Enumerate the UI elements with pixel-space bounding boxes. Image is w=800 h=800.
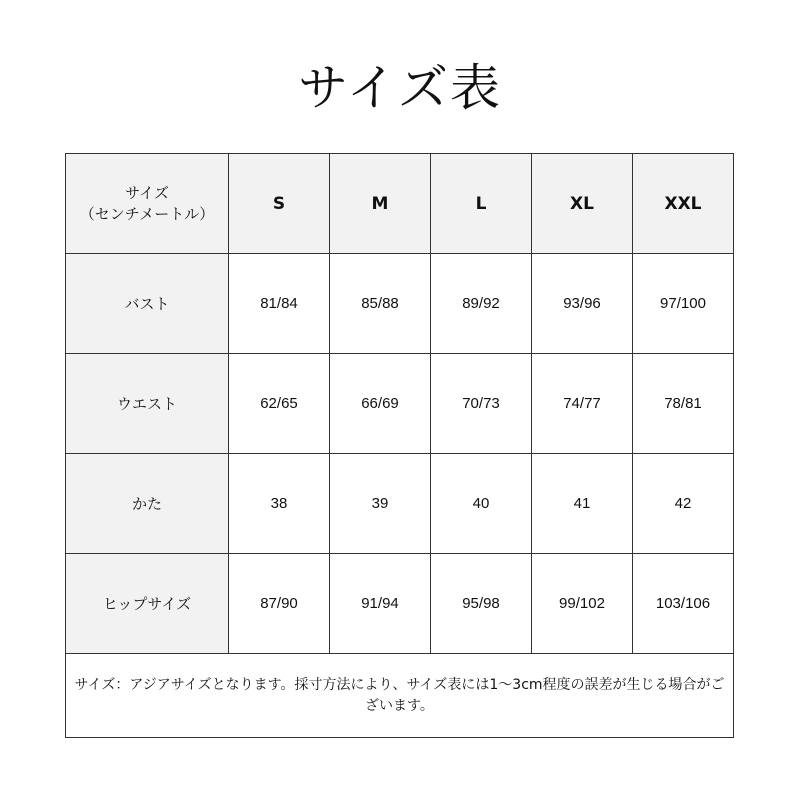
size-note: サイズ：アジアサイズとなります。採寸方法により、サイズ表には1～3cm程度の誤差が生じる場合がございます。 xyxy=(66,654,734,738)
table-cell: 93/96 xyxy=(532,254,633,354)
table-cell: 85/88 xyxy=(330,254,431,354)
table-row-hip xyxy=(66,554,734,654)
corner-cell xyxy=(66,154,229,254)
table-cell: 42 xyxy=(633,454,734,554)
corner-label-size: サイズ xyxy=(125,183,169,202)
table-row-shoulder xyxy=(66,454,734,554)
table-cell: 74/77 xyxy=(532,354,633,454)
table-cell: 91/94 xyxy=(330,554,431,654)
row-label-hip: ヒップサイズ xyxy=(66,554,229,654)
size-chart-table xyxy=(65,153,734,738)
table-cell: 89/92 xyxy=(431,254,532,354)
table-cell: 78/81 xyxy=(633,354,734,454)
table-cell: 41 xyxy=(532,454,633,554)
table-cell: 95/98 xyxy=(431,554,532,654)
table-cell: 97/100 xyxy=(633,254,734,354)
table-header-row xyxy=(66,154,734,254)
table-cell: 81/84 xyxy=(229,254,330,354)
table-cell: 99/102 xyxy=(532,554,633,654)
table-cell: 62/65 xyxy=(229,354,330,454)
table-cell: 87/90 xyxy=(229,554,330,654)
page-title: サイズ表 xyxy=(298,59,502,117)
size-header-l: L xyxy=(431,154,532,254)
table-cell: 103/106 xyxy=(633,554,734,654)
size-header-xl: XL xyxy=(532,154,633,254)
row-label-bust: バスト xyxy=(66,254,229,354)
table-cell: 66/69 xyxy=(330,354,431,454)
table-cell: 40 xyxy=(431,454,532,554)
table-note-row xyxy=(66,654,734,738)
size-header-xxl: XXL xyxy=(633,154,734,254)
row-label-waist: ウエスト xyxy=(66,354,229,454)
corner-label-unit: （センチメートル） xyxy=(79,204,215,223)
table-cell: 39 xyxy=(330,454,431,554)
table-row-waist xyxy=(66,354,734,454)
table-row-bust xyxy=(66,254,734,354)
row-label-shoulder: かた xyxy=(66,454,229,554)
table-cell: 70/73 xyxy=(431,354,532,454)
size-header-s: S xyxy=(229,154,330,254)
table-cell: 38 xyxy=(229,454,330,554)
size-header-m: M xyxy=(330,154,431,254)
